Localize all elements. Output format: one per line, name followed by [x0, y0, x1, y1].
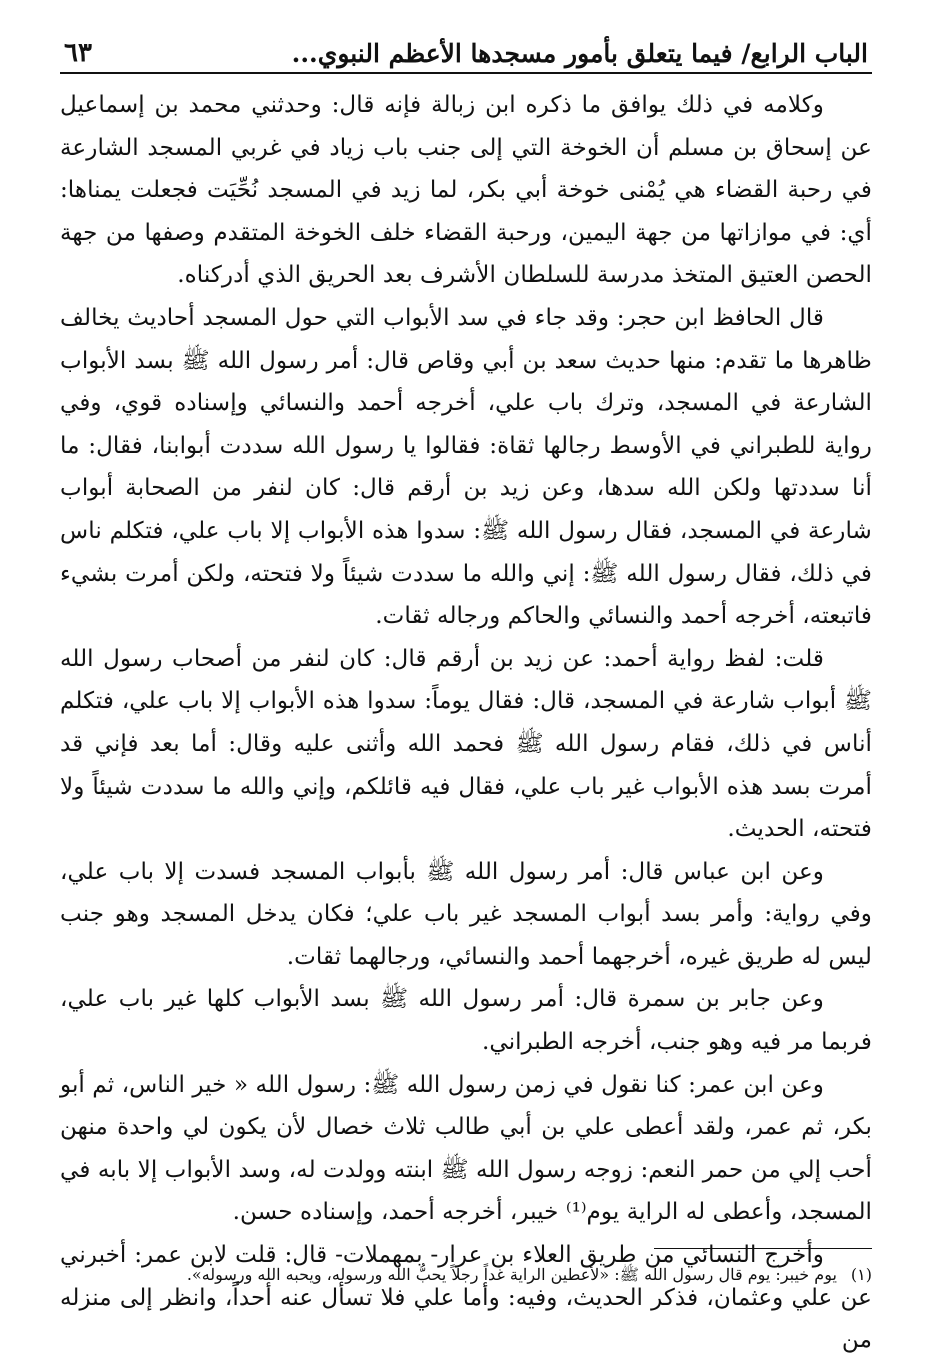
- paragraph: وأخرج النسائي من طريق العلاء بن عرار- بمهملات- قال: قلت لابن عمر: أخبرني عن علي وعثمان، فذكر الحديث، وفيه: وأما علي فلا تسأل عنه أحداً، وانظر إلى منزله من: [60, 1241, 872, 1354]
- page-number: ٦٣: [64, 38, 92, 68]
- body-text: [60, 84, 872, 1362]
- footnote-divider: [654, 1248, 872, 1249]
- paragraph: وعن ابن عباس قال: أمر رسول الله ﷺ بأبواب المسجد فسدت إلا باب علي، وفي رواية: وأمر بسد أبواب المسجد غير باب علي؛ فكان يدخل المسجد وهو جنب ليس له طريق غيره، أخرجهما أحمد والنسائي، ورجالهما ثقات.: [60, 857, 872, 970]
- book-page: [60, 30, 872, 1354]
- running-head: [60, 30, 872, 74]
- running-title: الباب الرابع/ فيما يتعلق بأمور مسجدها الأعظم النبوي...: [291, 39, 868, 68]
- paragraph: قلت: لفظ رواية أحمد: عن زيد بن أرقم قال: كان لنفر من أصحاب رسول الله ﷺ أبواب شارعة في المسجد، قال: فقال يوماً: سدوا هذه الأبواب إلا باب علي، فتكلم أناس في ذلك، فقام رسول الله ﷺ فحمد الله وأثنى عليه وقال: أما بعد فإني قد أمرت بسد هذه الأبواب غير باب علي، فقال فيه قائلكم، وإني والله ما سددت شيئاً ولا فتحته، الحديث.: [60, 644, 872, 843]
- footnote-text: يوم خيبر: يوم قال رسول الله ﷺ: «لأعطين الراية غداً رجلاً يحبُّ الله ورسوله، ويحبه الله ورسوله».: [186, 1265, 837, 1284]
- paragraph: وعن جابر بن سمرة قال: أمر رسول الله ﷺ بسد الأبواب كلها غير باب علي، فربما مر فيه وهو جنب، أخرجه الطبراني.: [60, 985, 872, 1056]
- footnote: [60, 1262, 872, 1288]
- paragraph: وكلامه في ذلك يوافق ما ذكره ابن زبالة فإنه قال: وحدثني محمد بن إسماعيل عن إسحاق بن مسلم أن الخوخة التي إلى جنب باب زياد في غربي المسجد الشارعة في رحبة القضاء هي يُمْنى خوخة أبي بكر، لما زيد في المسجد نُحِّيَت فجعلت يمناها: أي: في موازاتها من جهة اليمين، ورحبة القضاء خلف الخوخة المتقدم وصفها من جهة الحصن العتيق المتخذ مدرسة للسلطان الأشرف بعد الحريق الذي أدركناه.: [60, 91, 872, 289]
- footnote-marker: (١): [850, 1265, 872, 1284]
- paragraph: قال الحافظ ابن حجر: وقد جاء في سد الأبواب التي حول المسجد أحاديث يخالف ظاهرها ما تقدم: منها حديث سعد بن أبي وقاص قال: أمر رسول الله ﷺ بسد الأبواب الشارعة في المسجد، وترك باب علي، أخرجه أحمد والنسائي وإسناده قوي، وفي رواية للطبراني في الأوسط رجالها ثقاة: فقالوا يا رسول الله سددت أبوابنا، فقال: ما أنا سددتها ولكن الله سدها، وعن زيد بن أرقم قال: كان لنفر من الصحابة أبواب شارعة في المسجد، فقال رسول الله ﷺ: سدوا هذه الأبواب إلا باب علي، فتكلم ناس في ذلك، فقال رسول الله ﷺ: إني والله ما سددت شيئاً ولا فتحته، ولكن أمرت بشيء فاتبعته، أخرجه أحمد والنسائي والحاكم ورجاله ثقات.: [60, 303, 872, 630]
- paragraph: وعن ابن عمر: كنا نقول في زمن رسول الله ﷺ: رسول الله « خير الناس، ثم أبو بكر، ثم عمر، ولقد أعطى علي بن أبي طالب ثلاث خصال لأن يكون لي واحدة منهن أحب إلي من حمر النعم: زوجه رسول الله ﷺ ابنته وولدت له، وسد الأبواب إلا بابه في المسجد، وأعطى له الراية يوم⁽¹⁾ خيبر، أخرجه أحمد، وإسناده حسن.: [60, 1070, 872, 1226]
